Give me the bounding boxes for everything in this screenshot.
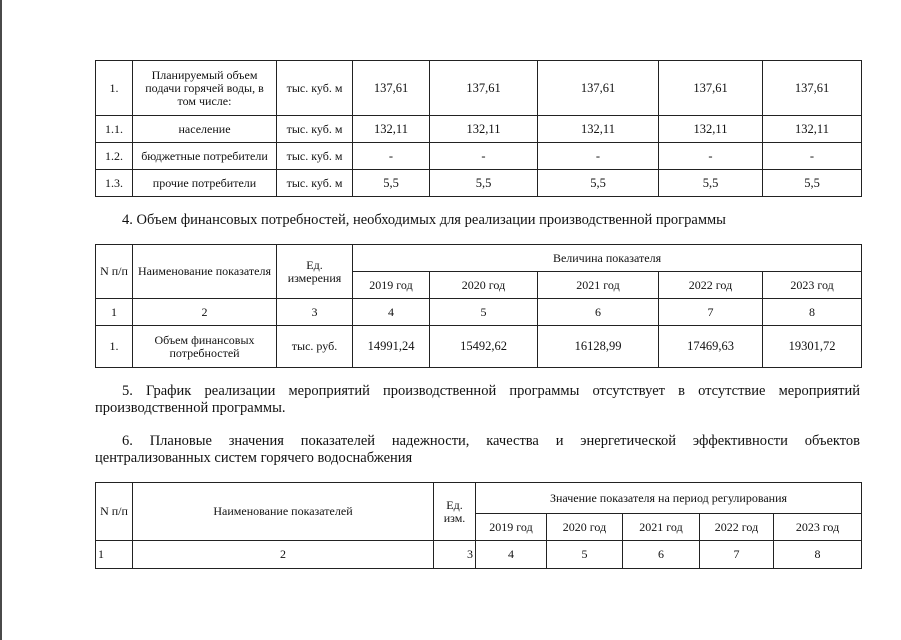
table-row <box>96 61 862 116</box>
value-cell: 137,61 <box>659 61 763 116</box>
value-cell: 132,11 <box>763 116 862 143</box>
index-cell: 2 <box>133 299 277 326</box>
year-header: 2021 год <box>538 272 659 299</box>
row-number: 1.3. <box>96 170 133 197</box>
index-cell: 7 <box>700 541 774 569</box>
section-6-line-1: 6. Плановые значения показателей надежности, качества и энергетической эффективности объектов <box>122 433 860 449</box>
value-cell: 19301,72 <box>763 326 862 368</box>
section-6-line-2: централизованных систем горячего водоснабжения <box>95 450 413 466</box>
value-cell: 137,61 <box>763 61 862 116</box>
index-cell: 5 <box>547 541 623 569</box>
index-row <box>96 299 862 326</box>
table-row <box>96 143 862 170</box>
column-header-unit: Ед. изм. <box>434 483 476 541</box>
row-unit: тыс. руб. <box>277 326 353 368</box>
column-group-header: Значение показателя на период регулирования <box>476 483 862 514</box>
row-unit: тыс. куб. м <box>277 170 353 197</box>
year-header: 2019 год <box>476 514 547 541</box>
index-cell: 1 <box>96 541 133 569</box>
row-number: 1.1. <box>96 116 133 143</box>
index-cell: 6 <box>538 299 659 326</box>
value-cell: 15492,62 <box>430 326 538 368</box>
value-cell: 137,61 <box>538 61 659 116</box>
value-cell: 5,5 <box>538 170 659 197</box>
value-cell: - <box>353 143 430 170</box>
value-cell: - <box>430 143 538 170</box>
value-cell: 17469,63 <box>659 326 763 368</box>
index-cell: 8 <box>774 541 862 569</box>
year-header: 2021 год <box>623 514 700 541</box>
value-cell: 5,5 <box>763 170 862 197</box>
year-header: 2020 год <box>547 514 623 541</box>
index-cell: 6 <box>623 541 700 569</box>
row-name: прочие потребители <box>133 170 277 197</box>
table-row <box>96 170 862 197</box>
year-header: 2022 год <box>700 514 774 541</box>
value-cell: - <box>538 143 659 170</box>
value-cell: 132,11 <box>659 116 763 143</box>
index-cell: 5 <box>430 299 538 326</box>
row-number: 1.2. <box>96 143 133 170</box>
row-unit: тыс. куб. м <box>277 116 353 143</box>
table-row <box>96 326 862 368</box>
index-cell: 3 <box>434 541 476 569</box>
value-cell: 16128,99 <box>538 326 659 368</box>
value-cell: - <box>763 143 862 170</box>
year-header: 2019 год <box>353 272 430 299</box>
value-cell: - <box>659 143 763 170</box>
value-cell: 14991,24 <box>353 326 430 368</box>
year-header: 2023 год <box>763 272 862 299</box>
column-header-unit: Ед. измерения <box>277 245 353 299</box>
column-group-header: Величина показателя <box>353 245 862 272</box>
index-cell: 4 <box>353 299 430 326</box>
table-header-row <box>96 483 862 514</box>
index-cell: 3 <box>277 299 353 326</box>
row-name: Планируемый объем подачи горячей воды, в том числе: <box>133 61 277 116</box>
value-cell: 132,11 <box>538 116 659 143</box>
section-4-heading: 4. Объем финансовых потребностей, необходимых для реализации производственной программы <box>122 212 726 228</box>
value-cell: 5,5 <box>353 170 430 197</box>
index-cell: 4 <box>476 541 547 569</box>
index-row <box>96 541 862 569</box>
value-cell: 132,11 <box>353 116 430 143</box>
column-header-number: N п/п <box>96 245 133 299</box>
table-row <box>96 116 862 143</box>
hot-water-volume-table <box>95 60 862 197</box>
year-header: 2023 год <box>774 514 862 541</box>
financial-needs-table <box>95 244 862 368</box>
index-cell: 8 <box>763 299 862 326</box>
row-unit: тыс. куб. м <box>277 61 353 116</box>
indicators-table <box>95 482 862 569</box>
value-cell: 137,61 <box>353 61 430 116</box>
table-header-row <box>96 245 862 272</box>
column-header-name: Наименование показателя <box>133 245 277 299</box>
scan-left-edge <box>0 0 2 640</box>
year-header: 2020 год <box>430 272 538 299</box>
year-header: 2022 год <box>659 272 763 299</box>
row-name: население <box>133 116 277 143</box>
section-5-line-2: производственной программы. <box>95 400 286 416</box>
value-cell: 132,11 <box>430 116 538 143</box>
row-number: 1. <box>96 61 133 116</box>
index-cell: 1 <box>96 299 133 326</box>
column-header-name: Наименование показателей <box>133 483 434 541</box>
row-name: бюджетные потребители <box>133 143 277 170</box>
section-5-line-1: 5. График реализации мероприятий производственной программы отсутствует в отсутствие мероприятий <box>122 383 860 399</box>
column-header-number: N п/п <box>96 483 133 541</box>
value-cell: 5,5 <box>659 170 763 197</box>
row-unit: тыс. куб. м <box>277 143 353 170</box>
value-cell: 137,61 <box>430 61 538 116</box>
index-cell: 2 <box>133 541 434 569</box>
row-number: 1. <box>96 326 133 368</box>
row-name: Объем финансовых потребностей <box>133 326 277 368</box>
index-cell: 7 <box>659 299 763 326</box>
value-cell: 5,5 <box>430 170 538 197</box>
